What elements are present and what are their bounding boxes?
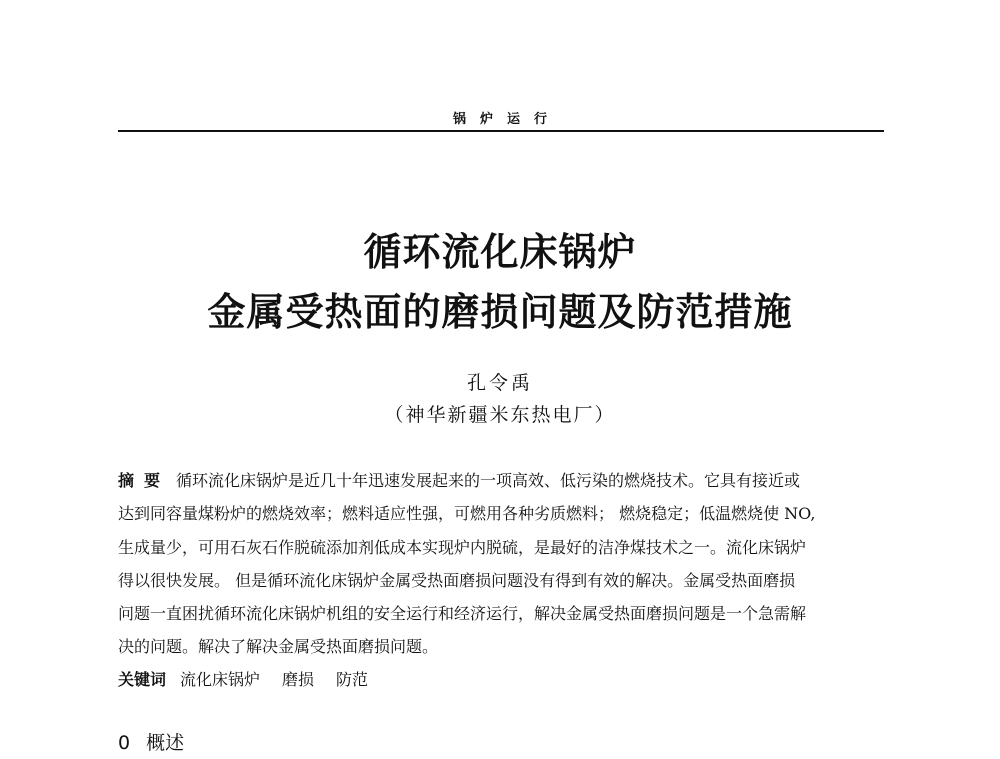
author-affiliation: （神华新疆米东热电厂） bbox=[384, 404, 616, 426]
article-title-line-1: 循环流化床锅炉 bbox=[363, 230, 637, 274]
keyword: 防范 bbox=[336, 670, 369, 689]
section-heading bbox=[118, 730, 184, 756]
keywords-line bbox=[118, 667, 390, 693]
running-head: 锅炉运行 bbox=[452, 112, 561, 127]
header-rule bbox=[118, 130, 884, 132]
abstract-line: 得以很快发展。 但是循环流化床锅炉金属受热面磨损问题没有得到有效的解决。金属受热面磨损 bbox=[118, 571, 796, 590]
abstract-text: 循环流化床锅炉是近几十年迅速发展起来的一项高效、低污染的燃烧技术。它具有接近或 bbox=[176, 471, 801, 490]
section-title: 概述 bbox=[146, 732, 185, 754]
article-title-line-2: 金属受热面的磨损问题及防范措施 bbox=[207, 290, 793, 334]
abstract-label: 摘要 bbox=[118, 471, 171, 490]
keywords-label: 关键词 bbox=[118, 670, 167, 689]
keyword: 流化床锅炉 bbox=[180, 670, 261, 689]
abstract-line: 问题一直困扰循环流化床锅炉机组的安全运行和经济运行，解决金属受热面磨损问题是一个急需解 bbox=[118, 604, 807, 623]
keyword: 磨损 bbox=[282, 670, 315, 689]
abstract-line: 达到同容量煤粉炉的燃烧效率；燃料适应性强，可燃用各种劣质燃料； 燃烧稳定；低温燃烧使 NO, bbox=[118, 504, 816, 523]
author-name: 孔令禹 bbox=[466, 372, 533, 394]
section-number: 0 bbox=[118, 732, 131, 754]
abstract-line: 决的问题。解决了解决金属受热面磨损问题。 bbox=[118, 637, 439, 656]
abstract-line bbox=[118, 468, 800, 494]
abstract-line: 生成量少，可用石灰石作脱硫添加剂低成本实现炉内脱硫，是最好的洁净煤技术之一。流化床锅炉 bbox=[118, 538, 807, 557]
